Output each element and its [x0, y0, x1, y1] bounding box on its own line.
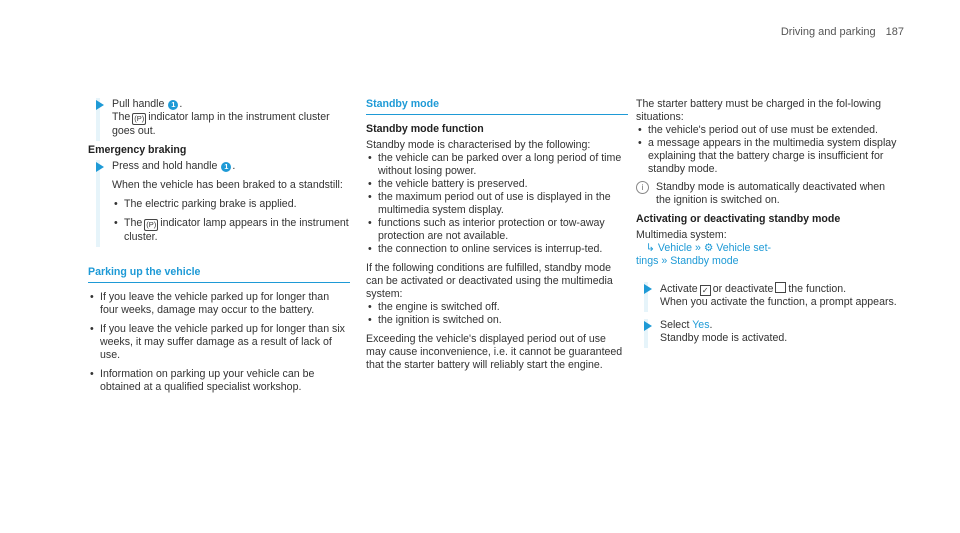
parking-brake-lamp-icon: (P): [146, 220, 157, 229]
section-name: Driving and parking: [780, 26, 876, 38]
list-item: • the ignition is switched on.: [366, 314, 628, 327]
step-arrow-icon: [96, 162, 104, 172]
list-item: • the vehicle's period out of use must be extended.: [636, 124, 898, 137]
list-item: • If you leave the vehicle parked up for longer than six weeks, it may suffer damage as a result of lack of use.: [88, 323, 350, 362]
column-3: The starter battery must be charged in the fol-lowing situations: • the vehicle's period out of use must be extended. • a message appears in the multimedia system display explaining that the battery charge is insufficient for standby mode. i Standby mode is automatically deactivated when the ignition is switched on. Activating or deactivating standby mode Multimedia system: ↳ Vehicle » ⚙ Vehicle set- tings » Standby mode Activate ✓ or deactivate the function. When you activate the function, a prompt appears. Select Yes. Standby mode is activated.: [636, 98, 898, 351]
page-number: 187: [885, 26, 904, 38]
standby-mode-title: Standby mode: [366, 98, 628, 115]
double-chevron-icon: »: [661, 255, 668, 267]
callout-number-icon: 1: [221, 162, 231, 172]
list-item: • the engine is switched off.: [366, 301, 628, 314]
list-item: • the connection to online services is interrup-ted.: [366, 243, 628, 256]
list-item: • functions such as interior protection or tow-away protection are not available.: [366, 217, 628, 243]
list-item: • Information on parking up your vehicle can be obtained at a qualified specialist workshop.: [88, 368, 350, 394]
parking-brake-lamp-icon: (P): [134, 114, 145, 123]
checkbox-checked-icon: ✓: [700, 285, 711, 296]
info-icon: i: [636, 181, 649, 194]
list-item: • The (P) indicator lamp appears in the instrument cluster.: [112, 217, 350, 244]
column-1: [88, 98, 350, 394]
yes-option: Yes: [692, 319, 710, 331]
list-item: • a message appears in the multimedia system display explaining that the battery charge is insufficient for standby mode.: [636, 137, 898, 176]
standby-function-heading: Standby mode function: [366, 123, 484, 135]
list-item: • If you leave the vehicle parked up for longer than four weeks, damage may occur to the battery.: [88, 291, 350, 317]
return-arrow-icon: ↳: [646, 242, 655, 254]
menu-path: [636, 242, 898, 255]
step-arrow-icon: [644, 321, 652, 331]
list-item: • the maximum period out of use is displayed in the multimedia system display.: [366, 191, 628, 217]
activating-heading: Activating or deactivating standby mode: [636, 213, 841, 225]
checkbox-empty-icon: [775, 282, 786, 293]
step-activate: Activate ✓ or deactivate the function. When you activate the function, a prompt appears.: [636, 282, 898, 309]
step-press-handle: Press and hold handle 1 . When the vehicle has been braked to a standstill: • The electric parking brake is applied. • The (P) indicator lamp appears in the instrument cluster.: [88, 160, 350, 244]
column-2: Standby mode Standby mode function Standby mode is characterised by the following: • the vehicle can be parked over a long period of time without losing power. • the vehicle battery is preserved. • the maximum period out of use is displayed in the multimedia system display. • functions such as interior protection or tow-away protection are not available. • the connection to online services is interrup-ted. If the following conditions are fulfilled, standby mode can be activated or deactivated using the multimedia system: • the engine is switched off. • the ignition is switched on. Exceeding the vehicle's displayed period out of use may cause inconvenience, i.e. it cannot be guaranteed that the starter battery will reliably start the engine.: [366, 98, 628, 372]
path-standby-mode: Standby mode: [670, 255, 739, 267]
car-settings-icon: ⚙: [703, 242, 714, 254]
running-header: [781, 26, 904, 39]
step-arrow-icon: [644, 284, 652, 294]
double-chevron-icon: »: [694, 242, 701, 254]
menu-path-continued: tings » Standby mode: [636, 255, 739, 267]
callout-number-icon: 1: [168, 100, 178, 110]
note-block: i Standby mode is automatically deactivated when the ignition is switched on.: [636, 181, 898, 207]
step-arrow-icon: [96, 100, 104, 110]
list-item: • The electric parking brake is applied.: [112, 198, 350, 211]
step-select-yes: Select Yes. Standby mode is activated.: [636, 319, 898, 345]
list-item: • the vehicle battery is preserved.: [366, 178, 628, 191]
emergency-braking-heading: Emergency braking: [88, 144, 187, 156]
list-item: • the vehicle can be parked over a long period of time without losing power.: [366, 152, 628, 178]
path-vehicle-settings: Vehicle set-: [716, 242, 772, 254]
step-pull-handle: Pull handle 1 . The (P) indicator lamp in the instrument cluster goes out.: [88, 98, 350, 138]
path-vehicle: Vehicle: [657, 242, 693, 254]
parking-up-title: Parking up the vehicle: [88, 266, 350, 283]
